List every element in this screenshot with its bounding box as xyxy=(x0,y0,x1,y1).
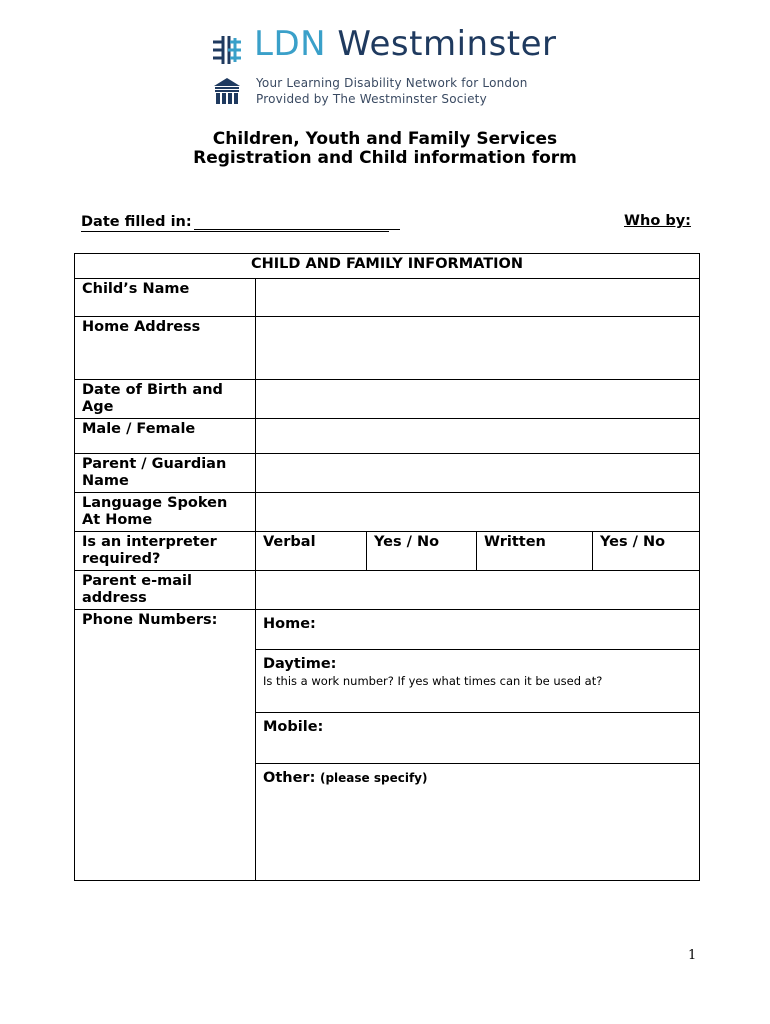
date-filled-label: Date filled in: xyxy=(81,214,192,230)
parent-email-field[interactable] xyxy=(256,571,700,610)
mobile-phone-field[interactable] xyxy=(256,713,700,764)
logo-brand-ldn: LDN xyxy=(254,24,327,64)
other-phone-note: (please specify) xyxy=(319,771,428,785)
logo-title xyxy=(254,24,557,64)
logo-tagline-1: Your Learning Disability Network for London xyxy=(256,76,528,90)
interpreter-label: Is an interpreter required? xyxy=(75,532,256,571)
verbal-yes-no[interactable]: Yes / No xyxy=(367,532,477,571)
home-phone-field[interactable] xyxy=(256,610,700,650)
page-title: Children, Youth and Family Services xyxy=(212,129,558,149)
daytime-phone-field[interactable] xyxy=(256,650,700,713)
page-number: 1 xyxy=(688,948,697,963)
section-title: CHILD AND FAMILY INFORMATION xyxy=(75,254,700,279)
ldn-knot-icon xyxy=(210,34,244,66)
written-label: Written xyxy=(477,532,593,571)
language-field[interactable] xyxy=(256,493,700,532)
who-by-label: Who by: xyxy=(624,213,691,229)
ldn-westminster-logo xyxy=(210,24,590,114)
logo-brand-westminster: Westminster xyxy=(337,24,557,64)
house-icon xyxy=(212,76,242,106)
mobile-phone-label: Mobile: xyxy=(263,719,324,735)
home-address-field[interactable] xyxy=(256,317,700,380)
daytime-phone-note: Is this a work number? If yes what times can it be used at? xyxy=(263,674,603,688)
page-subtitle: Registration and Child information form xyxy=(193,148,577,168)
child-family-info-table xyxy=(74,253,700,881)
who-by-field-line[interactable] xyxy=(81,231,389,232)
gender-field[interactable] xyxy=(256,419,700,454)
childs-name-label: Child’s Name xyxy=(75,279,256,317)
parent-email-label: Parent e-mail address xyxy=(75,571,256,610)
gender-label: Male / Female xyxy=(75,419,256,454)
date-filled-field[interactable] xyxy=(194,213,400,230)
language-label: Language Spoken At Home xyxy=(75,493,256,532)
other-phone-label: Other: xyxy=(263,770,316,786)
other-phone-field[interactable] xyxy=(256,764,700,881)
dob-age-field[interactable] xyxy=(256,380,700,419)
written-yes-no[interactable]: Yes / No xyxy=(593,532,700,571)
childs-name-field[interactable] xyxy=(256,279,700,317)
daytime-phone-label: Daytime: xyxy=(263,656,337,672)
home-phone-label: Home: xyxy=(263,616,316,632)
parent-name-field[interactable] xyxy=(256,454,700,493)
home-address-label: Home Address xyxy=(75,317,256,380)
verbal-label: Verbal xyxy=(256,532,367,571)
phone-numbers-label: Phone Numbers: xyxy=(75,610,256,881)
dob-age-label: Date of Birth and Age xyxy=(75,380,256,419)
parent-name-label: Parent / Guardian Name xyxy=(75,454,256,493)
date-filled-row xyxy=(81,213,400,230)
logo-tagline-2: Provided by The Westminster Society xyxy=(256,92,487,106)
